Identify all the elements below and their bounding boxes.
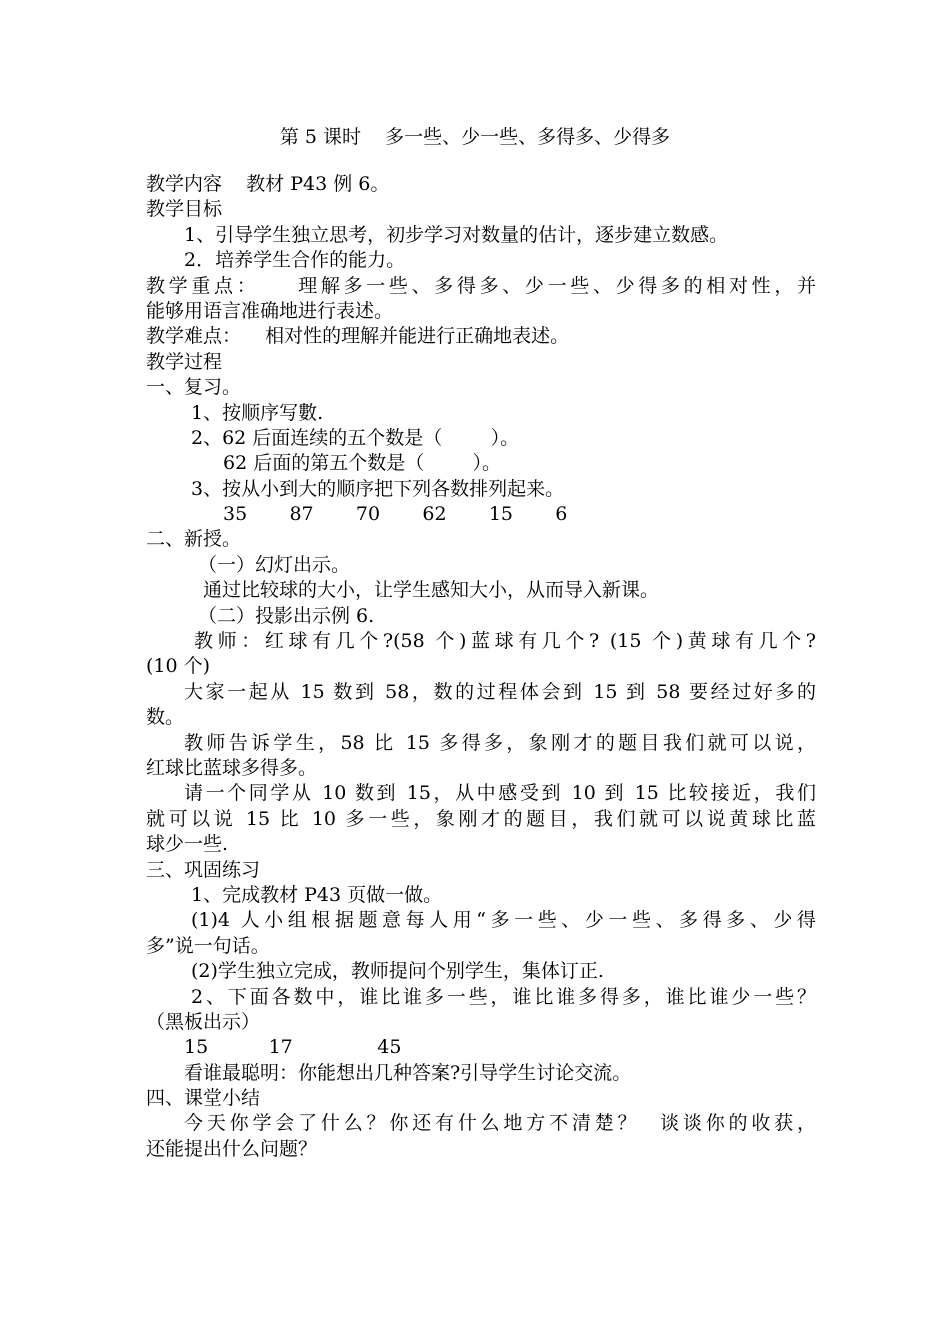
summary-line-1: 今天你学会了什么？你还有什么地方不清楚？ 谈谈你的收获， <box>184 1112 816 1135</box>
new-lesson-part-2: （二）投影出示例 6. <box>198 604 375 627</box>
practice-item-2-continuation: （黑板出示） <box>146 1010 261 1033</box>
teaching-content-line: 教学内容 教材 P43 例 6。 <box>146 173 390 195</box>
review-numbers: 35 87 70 62 15 6 <box>223 503 568 526</box>
student-count-line-2: 就可以说 15 比 10 多一些，象刚才的题目，我们就可以说黄球比蓝 <box>146 807 816 830</box>
counting-paragraph-line-2: 数。 <box>146 706 185 729</box>
new-lesson-part-1: （一）幻灯出示。 <box>198 553 351 576</box>
difficulty-line: 教学难点： 相对性的理解并能进行正确地表述。 <box>146 325 570 348</box>
practice-item-1: 1、完成教材 P43 页做一做。 <box>191 883 443 906</box>
section-summary-heading: 四、课堂小结 <box>146 1087 261 1110</box>
review-item-3: 3、按从小到大的顺序把下列各数排列起来。 <box>191 477 565 500</box>
key-point-line: 教学重点： 理解多一些、多得多、少一些、少得多的相对性，并 <box>146 274 816 297</box>
practice-numbers: 15 17 45 <box>184 1036 402 1059</box>
teaching-process-heading: 教学过程 <box>146 350 223 373</box>
key-point-continuation: 能够用语言准确地进行表述。 <box>146 299 394 322</box>
review-item-1: 1、按顺序写數. <box>191 401 324 424</box>
section-practice-heading: 三、巩固练习 <box>146 858 261 881</box>
practice-challenge: 看谁最聪明：你能想出几种答案?引导学生讨论交流。 <box>184 1061 632 1084</box>
review-item-2-sub: 62 后面的第五个数是（ ）。 <box>223 452 502 475</box>
teacher-tells-line-2: 红球比蓝球多得多。 <box>146 756 318 779</box>
summary-line-2: 还能提出什么问题？ <box>146 1137 318 1160</box>
student-count-line-1: 请一个同学从 10 数到 15，从中感受到 10 到 15 比较接近，我们 <box>184 782 816 805</box>
lesson-title: 第 5 课时 多一些、少一些、多得多、少得多 <box>279 126 671 148</box>
counting-paragraph-line-1: 大家一起从 15 数到 58，数的过程体会到 15 到 58 要经过好多的 <box>184 680 816 703</box>
student-count-line-3: 球少一些. <box>146 833 229 856</box>
teacher-question-line: 教师：红球有几个?(58 个)蓝球有几个? (15 个)黄球有几个? <box>194 630 816 653</box>
section-new-lesson-heading: 二、新授。 <box>146 528 242 551</box>
practice-item-1a-line-1: (1)4 人小组根据题意每人用“多一些、少一些、多得多、少得 <box>191 909 816 932</box>
goal-item-2: 2．培养学生合作的能力。 <box>184 249 406 272</box>
practice-item-1b: (2)学生独立完成，教师提问个别学生，集体订正. <box>191 960 604 983</box>
teacher-question-continuation: (10 个) <box>146 655 211 678</box>
new-lesson-part-1-text: 通过比较球的大小，让学生感知大小，从而导入新课。 <box>203 579 660 602</box>
goal-item-1: 1、引导学生独立思考，初步学习对数量的估计，逐步建立数感。 <box>184 223 729 246</box>
section-review-heading: 一、复习。 <box>146 376 242 399</box>
teacher-tells-line-1: 教师告诉学生，58 比 15 多得多，象刚才的题目我们就可以说， <box>184 731 816 754</box>
practice-item-2: 2、下面各数中，谁比谁多一些，谁比谁多得多，谁比谁少一些？ <box>191 985 816 1008</box>
practice-item-1a-line-2: 多”说一句话。 <box>146 934 270 957</box>
teaching-goals-heading: 教学目标 <box>146 198 223 221</box>
review-item-2: 2、62 后面连续的五个数是（ ）。 <box>191 426 520 449</box>
lesson-body <box>146 172 816 1162</box>
